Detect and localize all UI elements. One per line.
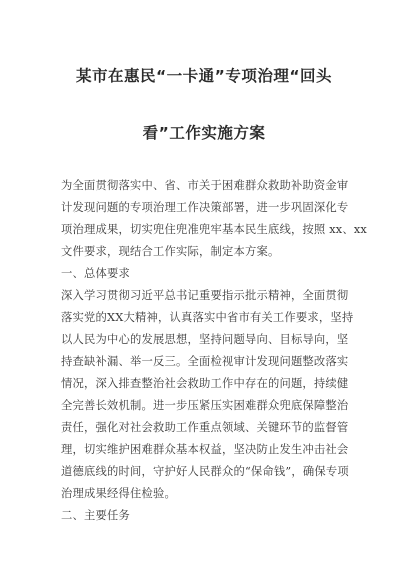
section-heading: 一、总体要求 [61,267,130,280]
body-line: 为全面贯彻落实中、省、市关于困难群众救助补助资金审 [61,179,349,192]
body-line: 落实党的XX大精神，认真落实中省市有关工作要求，坚持 [61,311,354,324]
body-line: 责任，强化对社会救助工作重点领域、关键环节的监督管 [61,421,349,434]
body-line: 以人民为中心的发展思想，坚持问题导向、目标导向，坚 [61,333,349,346]
body-line: 项治理成果，切实兜住兜准兜牢基本民生底线，按照 xx、xx [61,223,368,236]
section-heading: 二、主要任务 [61,509,130,522]
document-title-line-2: 看”工作实施方案 [142,124,266,142]
body-line: 情况，深入排查整治社会救助工作中存在的问题，持续健 [61,377,349,390]
body-line: 文件要求，现结合工作实际，制定本方案。 [61,245,280,258]
body-line: 全完善长效机制。进一步压紧压实困难群众兜底保障整治 [61,399,349,412]
body-line: 计发现问题的专项治理工作决策部署，进一步巩固深化专 [61,201,349,214]
document-title-line-1: 某市在惠民“一卡通”专项治理“回头 [75,67,333,85]
body-line: 理，切实维护困难群众基本权益，坚决防止发生冲击社会 [61,443,349,456]
body-line: 持查缺补漏、举一反三。全面检视审计发现问题整改落实 [61,355,349,368]
body-line: 深入学习贯彻习近平总书记重要指示批示精神，全面贯彻 [61,289,349,302]
body-line: 治理成果经得住检验。 [61,487,176,500]
body-line: 道德底线的时间，守护好人民群众的“保命钱”，确保专项 [61,465,349,478]
